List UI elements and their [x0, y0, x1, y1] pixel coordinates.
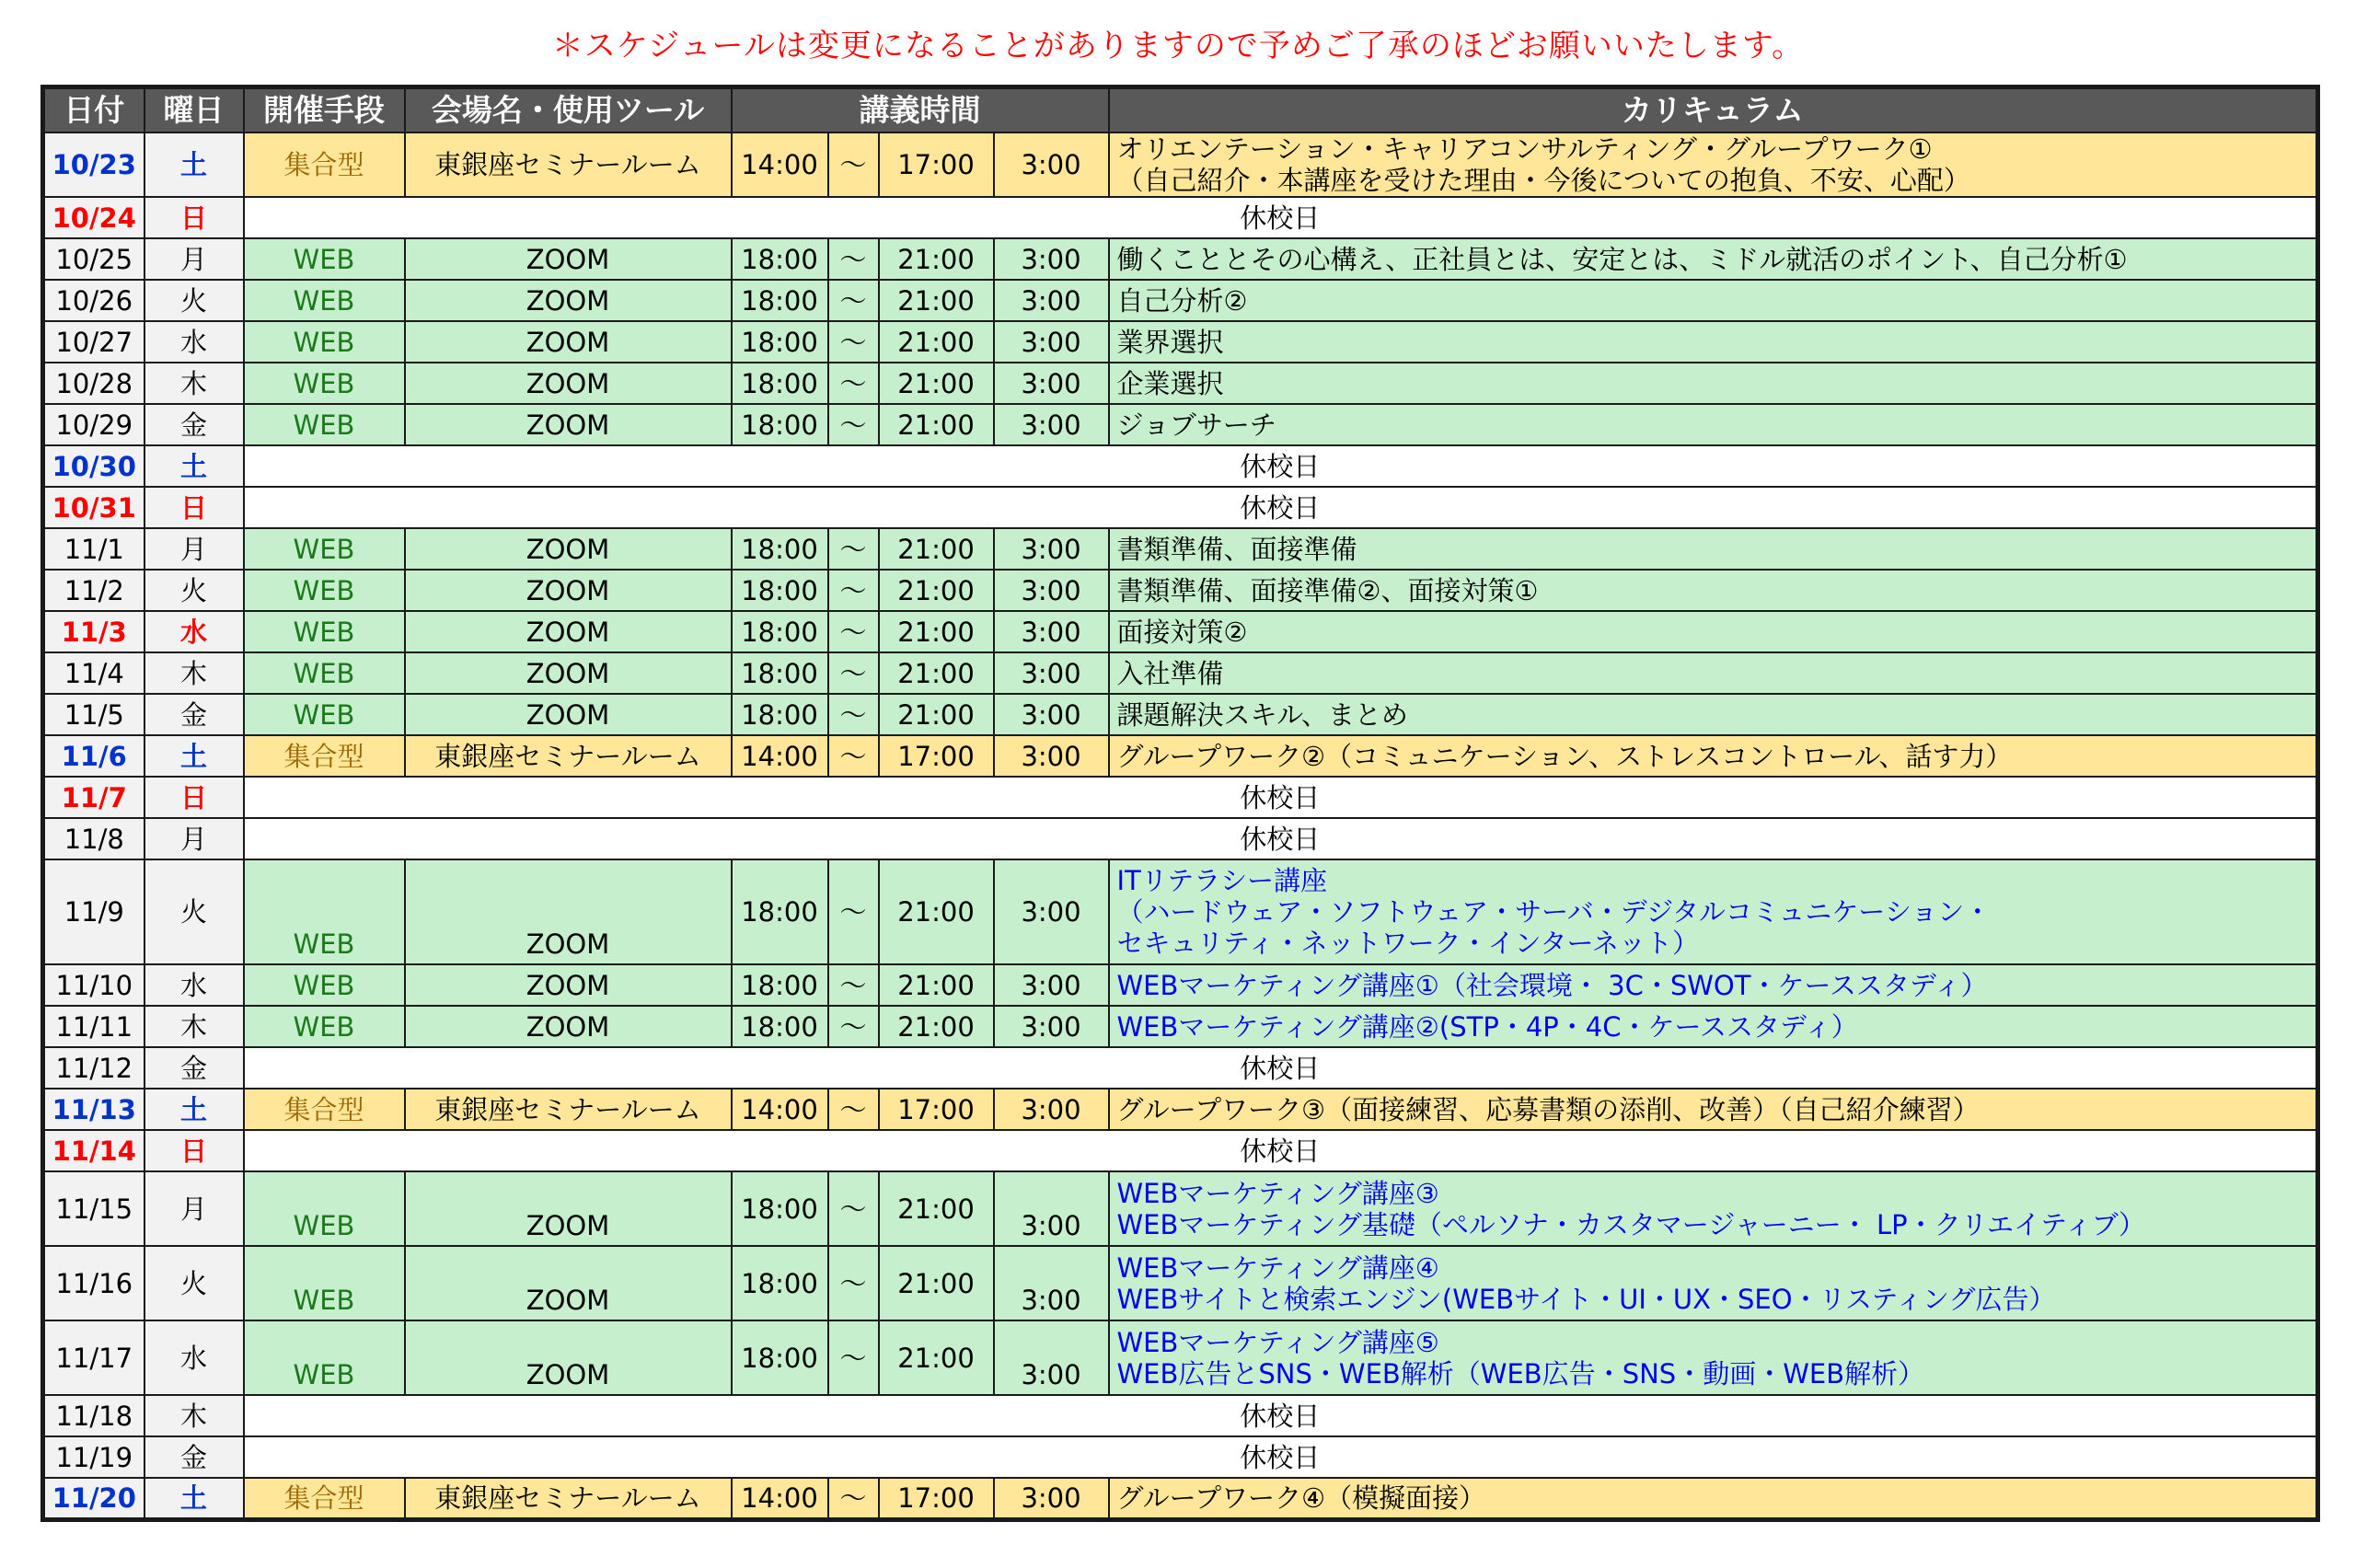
row-weekday: 水 [144, 964, 244, 1006]
curriculum-line: WEBマーケティング講座⑤ [1116, 1326, 1439, 1358]
row-weekday: 日 [144, 1130, 244, 1171]
schedule-row [43, 570, 2318, 611]
row-venue: ZOOM [405, 859, 732, 964]
schedule-body [43, 133, 2318, 1519]
row-curriculum [1109, 1246, 2318, 1320]
row-curriculum [1109, 528, 2318, 570]
row-duration: 3:00 [994, 1478, 1109, 1519]
curriculum-line: 書類準備、面接準備 [1116, 533, 1357, 565]
row-start-time: 18:00 [732, 611, 828, 652]
row-venue: ZOOM [405, 321, 732, 363]
row-date: 11/1 [43, 528, 144, 570]
row-venue: 東銀座セミナールーム [405, 735, 732, 777]
row-time-separator: ～ [828, 363, 879, 404]
row-date: 11/11 [43, 1006, 144, 1047]
schedule-row [43, 1395, 2318, 1436]
curriculum-line: WEB広告とSNS・WEB解析（WEB広告・SNS・動画・WEB解析） [1116, 1357, 1925, 1389]
row-holiday: 休校日 [244, 197, 2318, 238]
row-weekday: 火 [144, 859, 244, 964]
schedule-row [43, 735, 2318, 777]
row-curriculum [1109, 859, 2318, 964]
row-venue: 東銀座セミナールーム [405, 133, 732, 197]
row-date: 10/29 [43, 404, 144, 445]
header-row [43, 87, 2318, 133]
row-date: 10/28 [43, 363, 144, 404]
header-date: 日付 [43, 87, 144, 133]
row-date: 11/20 [43, 1478, 144, 1519]
row-duration: 3:00 [994, 1171, 1109, 1246]
curriculum-line: ジョブサーチ [1116, 409, 1276, 441]
row-holiday: 休校日 [244, 1395, 2318, 1436]
row-venue: ZOOM [405, 570, 732, 611]
row-start-time: 18:00 [732, 1246, 828, 1320]
schedule-row [43, 487, 2318, 528]
row-weekday: 土 [144, 1089, 244, 1130]
row-start-time: 14:00 [732, 735, 828, 777]
row-curriculum [1109, 321, 2318, 363]
row-mode: WEB [244, 1246, 405, 1320]
schedule-row [43, 611, 2318, 652]
row-date: 10/27 [43, 321, 144, 363]
row-end-time: 21:00 [879, 1006, 994, 1047]
header-venue: 会場名・使用ツール [405, 87, 732, 133]
row-start-time: 18:00 [732, 1171, 828, 1246]
row-venue: ZOOM [405, 694, 732, 735]
row-weekday: 日 [144, 197, 244, 238]
row-date: 11/9 [43, 859, 144, 964]
row-duration: 3:00 [994, 1006, 1109, 1047]
row-duration: 3:00 [994, 238, 1109, 280]
row-curriculum [1109, 1089, 2318, 1130]
row-duration: 3:00 [994, 964, 1109, 1006]
row-end-time: 21:00 [879, 363, 994, 404]
row-start-time: 18:00 [732, 363, 828, 404]
row-weekday: 水 [144, 611, 244, 652]
row-curriculum [1109, 1320, 2318, 1395]
row-duration: 3:00 [994, 859, 1109, 964]
row-time-separator: ～ [828, 964, 879, 1006]
row-time-separator: ～ [828, 1171, 879, 1246]
row-date: 11/5 [43, 694, 144, 735]
row-time-separator: ～ [828, 859, 879, 964]
curriculum-line: 企業選択 [1116, 367, 1224, 399]
curriculum-line: WEBマーケティング講座②(STP・4P・4C・ケーススタディ） [1116, 1010, 1858, 1043]
row-weekday: 火 [144, 1246, 244, 1320]
row-start-time: 14:00 [732, 1089, 828, 1130]
row-end-time: 21:00 [879, 1320, 994, 1395]
schedule-row [43, 1436, 2318, 1478]
row-start-time: 18:00 [732, 652, 828, 694]
row-date: 11/10 [43, 964, 144, 1006]
row-curriculum [1109, 1171, 2318, 1246]
row-time-separator: ～ [828, 735, 879, 777]
row-time-separator: ～ [828, 321, 879, 363]
schedule-row [43, 1047, 2318, 1089]
row-weekday: 土 [144, 1478, 244, 1519]
row-date: 10/26 [43, 280, 144, 321]
row-duration: 3:00 [994, 1246, 1109, 1320]
schedule-row [43, 1006, 2318, 1047]
schedule-row [43, 238, 2318, 280]
row-curriculum [1109, 1478, 2318, 1519]
schedule-row [43, 1478, 2318, 1519]
schedule-row [43, 694, 2318, 735]
row-date: 10/25 [43, 238, 144, 280]
row-end-time: 21:00 [879, 570, 994, 611]
row-weekday: 日 [144, 777, 244, 818]
row-weekday: 日 [144, 487, 244, 528]
row-weekday: 土 [144, 735, 244, 777]
row-curriculum [1109, 363, 2318, 404]
row-date: 11/2 [43, 570, 144, 611]
curriculum-line: WEBマーケティング講座④ [1116, 1251, 1439, 1284]
curriculum-line: 課題解決スキル、まとめ [1116, 698, 1408, 731]
curriculum-line: 業界選択 [1116, 326, 1224, 358]
row-end-time: 21:00 [879, 694, 994, 735]
row-end-time: 17:00 [879, 1089, 994, 1130]
row-duration: 3:00 [994, 652, 1109, 694]
row-time-separator: ～ [828, 1246, 879, 1320]
row-holiday: 休校日 [244, 818, 2318, 859]
row-duration: 3:00 [994, 280, 1109, 321]
row-weekday: 金 [144, 694, 244, 735]
header-mode: 開催手段 [244, 87, 405, 133]
row-date: 11/18 [43, 1395, 144, 1436]
row-duration: 3:00 [994, 404, 1109, 445]
row-mode: 集合型 [244, 1089, 405, 1130]
row-start-time: 18:00 [732, 238, 828, 280]
row-venue: ZOOM [405, 652, 732, 694]
row-date: 10/24 [43, 197, 144, 238]
row-weekday: 木 [144, 363, 244, 404]
row-weekday: 金 [144, 404, 244, 445]
header-time: 講義時間 [732, 87, 1109, 133]
row-end-time: 21:00 [879, 859, 994, 964]
row-curriculum [1109, 404, 2318, 445]
row-curriculum [1109, 694, 2318, 735]
curriculum-line: 面接対策② [1116, 616, 1248, 648]
row-time-separator: ～ [828, 1006, 879, 1047]
row-venue: 東銀座セミナールーム [405, 1089, 732, 1130]
row-end-time: 21:00 [879, 404, 994, 445]
row-holiday: 休校日 [244, 777, 2318, 818]
row-curriculum [1109, 133, 2318, 197]
curriculum-line: ITリテラシー講座 [1116, 865, 1328, 896]
row-end-time: 17:00 [879, 735, 994, 777]
row-mode: 集合型 [244, 735, 405, 777]
row-venue: ZOOM [405, 1246, 732, 1320]
row-time-separator: ～ [828, 611, 879, 652]
row-time-separator: ～ [828, 280, 879, 321]
schedule-row [43, 964, 2318, 1006]
row-time-separator: ～ [828, 404, 879, 445]
row-duration: 3:00 [994, 528, 1109, 570]
row-holiday: 休校日 [244, 487, 2318, 528]
row-start-time: 18:00 [732, 694, 828, 735]
row-curriculum [1109, 1006, 2318, 1047]
row-date: 11/7 [43, 777, 144, 818]
schedule-row [43, 1246, 2318, 1320]
schedule-row [43, 197, 2318, 238]
row-time-separator: ～ [828, 238, 879, 280]
row-start-time: 18:00 [732, 1006, 828, 1047]
row-start-time: 14:00 [732, 1478, 828, 1519]
row-venue: ZOOM [405, 363, 732, 404]
row-weekday: 月 [144, 528, 244, 570]
row-start-time: 18:00 [732, 964, 828, 1006]
row-end-time: 21:00 [879, 964, 994, 1006]
row-time-separator: ～ [828, 1320, 879, 1395]
schedule-table [40, 85, 2320, 1522]
row-mode: WEB [244, 404, 405, 445]
row-venue: 東銀座セミナールーム [405, 1478, 732, 1519]
schedule-row [43, 445, 2318, 487]
row-date: 11/6 [43, 735, 144, 777]
curriculum-line: （ハードウェア・ソフトウェア・サーバ・デジタルコミュニケーション・ [1116, 896, 1992, 928]
row-weekday: 月 [144, 1171, 244, 1246]
curriculum-line: 自己分析② [1116, 284, 1248, 317]
row-curriculum [1109, 280, 2318, 321]
row-date: 11/13 [43, 1089, 144, 1130]
row-date: 10/31 [43, 487, 144, 528]
curriculum-line: グループワーク③（面接練習、応募書類の添削、改善）（自己紹介練習） [1116, 1093, 1980, 1125]
curriculum-line: WEBマーケティング講座③ [1116, 1177, 1439, 1209]
row-weekday: 土 [144, 133, 244, 197]
curriculum-line: オリエンテーション・キャリアコンサルティング・グループワーク① [1116, 133, 1933, 165]
row-date: 11/16 [43, 1246, 144, 1320]
row-mode: WEB [244, 964, 405, 1006]
row-mode: WEB [244, 1171, 405, 1246]
row-time-separator: ～ [828, 694, 879, 735]
row-duration: 3:00 [994, 363, 1109, 404]
row-mode: WEB [244, 238, 405, 280]
schedule-row [43, 280, 2318, 321]
row-mode: WEB [244, 694, 405, 735]
schedule-row [43, 404, 2318, 445]
row-time-separator: ～ [828, 652, 879, 694]
row-venue: ZOOM [405, 1006, 732, 1047]
row-date: 11/17 [43, 1320, 144, 1395]
row-curriculum [1109, 611, 2318, 652]
row-venue: ZOOM [405, 1171, 732, 1246]
row-date: 11/8 [43, 818, 144, 859]
row-mode: WEB [244, 652, 405, 694]
row-weekday: 土 [144, 445, 244, 487]
row-holiday: 休校日 [244, 1047, 2318, 1089]
curriculum-line: 入社準備 [1116, 657, 1224, 689]
row-weekday: 月 [144, 818, 244, 859]
row-weekday: 火 [144, 570, 244, 611]
row-date: 10/30 [43, 445, 144, 487]
curriculum-line: グループワーク④（模擬面接） [1116, 1482, 1486, 1514]
row-mode: WEB [244, 321, 405, 363]
schedule-row [43, 363, 2318, 404]
row-start-time: 18:00 [732, 404, 828, 445]
schedule-row [43, 818, 2318, 859]
row-date: 10/23 [43, 133, 144, 197]
row-end-time: 17:00 [879, 133, 994, 197]
schedule-row [43, 528, 2318, 570]
curriculum-line: （自己紹介・本講座を受けた理由・今後についての抱負、不安、心配） [1116, 165, 1970, 196]
curriculum-line: セキュリティ・ネットワーク・インターネット） [1116, 928, 1699, 959]
row-mode: WEB [244, 1320, 405, 1395]
row-duration: 3:00 [994, 611, 1109, 652]
schedule-row [43, 1320, 2318, 1395]
row-venue: ZOOM [405, 280, 732, 321]
row-holiday: 休校日 [244, 1130, 2318, 1171]
row-end-time: 21:00 [879, 1246, 994, 1320]
schedule-row [43, 1089, 2318, 1130]
row-date: 11/4 [43, 652, 144, 694]
row-time-separator: ～ [828, 133, 879, 197]
row-date: 11/15 [43, 1171, 144, 1246]
row-curriculum [1109, 652, 2318, 694]
row-holiday: 休校日 [244, 445, 2318, 487]
row-duration: 3:00 [994, 133, 1109, 197]
schedule-row [43, 859, 2318, 964]
row-mode: WEB [244, 528, 405, 570]
curriculum-line: WEBマーケティング講座①（社会環境・ 3C・SWOT・ケーススタディ） [1116, 969, 1988, 1001]
row-mode: WEB [244, 280, 405, 321]
row-end-time: 21:00 [879, 528, 994, 570]
row-start-time: 18:00 [732, 321, 828, 363]
row-time-separator: ～ [828, 1478, 879, 1519]
row-venue: ZOOM [405, 611, 732, 652]
row-curriculum [1109, 964, 2318, 1006]
row-end-time: 21:00 [879, 238, 994, 280]
schedule-row [43, 1171, 2318, 1246]
row-weekday: 水 [144, 321, 244, 363]
row-start-time: 18:00 [732, 1320, 828, 1395]
row-end-time: 21:00 [879, 611, 994, 652]
curriculum-line: 書類準備、面接準備②、面接対策① [1116, 574, 1539, 606]
row-holiday: 休校日 [244, 1436, 2318, 1478]
header-curriculum: カリキュラム [1109, 87, 2318, 133]
row-start-time: 18:00 [732, 280, 828, 321]
row-end-time: 17:00 [879, 1478, 994, 1519]
schedule-row [43, 652, 2318, 694]
row-weekday: 水 [144, 1320, 244, 1395]
row-weekday: 金 [144, 1436, 244, 1478]
row-date: 11/12 [43, 1047, 144, 1089]
curriculum-line: WEBマーケティング基礎（ペルソナ・カスタマージャーニー・ LP・クリエイティブ） [1116, 1208, 2146, 1240]
row-duration: 3:00 [994, 1089, 1109, 1130]
row-start-time: 14:00 [732, 133, 828, 197]
row-mode: WEB [244, 363, 405, 404]
row-curriculum [1109, 735, 2318, 777]
row-end-time: 21:00 [879, 652, 994, 694]
row-end-time: 21:00 [879, 280, 994, 321]
row-duration: 3:00 [994, 735, 1109, 777]
row-date: 11/19 [43, 1436, 144, 1478]
header-weekday: 曜日 [144, 87, 244, 133]
row-duration: 3:00 [994, 570, 1109, 611]
row-start-time: 18:00 [732, 570, 828, 611]
row-time-separator: ～ [828, 528, 879, 570]
row-duration: 3:00 [994, 694, 1109, 735]
row-start-time: 18:00 [732, 859, 828, 964]
schedule-row [43, 133, 2318, 197]
row-venue: ZOOM [405, 528, 732, 570]
curriculum-line: 働くこととその心構え、正社員とは、安定とは、ミドル就活のポイント、自己分析① [1116, 243, 2128, 275]
row-venue: ZOOM [405, 964, 732, 1006]
row-mode: WEB [244, 611, 405, 652]
row-weekday: 木 [144, 1006, 244, 1047]
curriculum-line: WEBサイトと検索エンジン(WEBサイト・UI・UX・SEO・リスティング広告） [1116, 1283, 2056, 1315]
row-weekday: 火 [144, 280, 244, 321]
row-venue: ZOOM [405, 404, 732, 445]
row-curriculum [1109, 570, 2318, 611]
row-duration: 3:00 [994, 321, 1109, 363]
row-duration: 3:00 [994, 1320, 1109, 1395]
row-weekday: 金 [144, 1047, 244, 1089]
row-curriculum [1109, 238, 2318, 280]
schedule-row [43, 777, 2318, 818]
row-mode: WEB [244, 570, 405, 611]
row-end-time: 21:00 [879, 1171, 994, 1246]
row-start-time: 18:00 [732, 528, 828, 570]
row-weekday: 月 [144, 238, 244, 280]
schedule-row [43, 1130, 2318, 1171]
row-mode: WEB [244, 859, 405, 964]
row-weekday: 木 [144, 652, 244, 694]
row-end-time: 21:00 [879, 321, 994, 363]
schedule-row [43, 321, 2318, 363]
row-mode: WEB [244, 1006, 405, 1047]
row-time-separator: ～ [828, 570, 879, 611]
curriculum-line: グループワーク②（コミュニケーション、ストレスコントロール、話す力） [1116, 740, 2013, 772]
row-venue: ZOOM [405, 1320, 732, 1395]
row-date: 11/14 [43, 1130, 144, 1171]
row-venue: ZOOM [405, 238, 732, 280]
row-time-separator: ～ [828, 1089, 879, 1130]
schedule-notice: ＊スケジュールは変更になることがありますので予めご了承のほどお願いいたします。 [551, 28, 1805, 64]
row-mode: 集合型 [244, 1478, 405, 1519]
row-weekday: 木 [144, 1395, 244, 1436]
row-date: 11/3 [43, 611, 144, 652]
row-mode: 集合型 [244, 133, 405, 197]
